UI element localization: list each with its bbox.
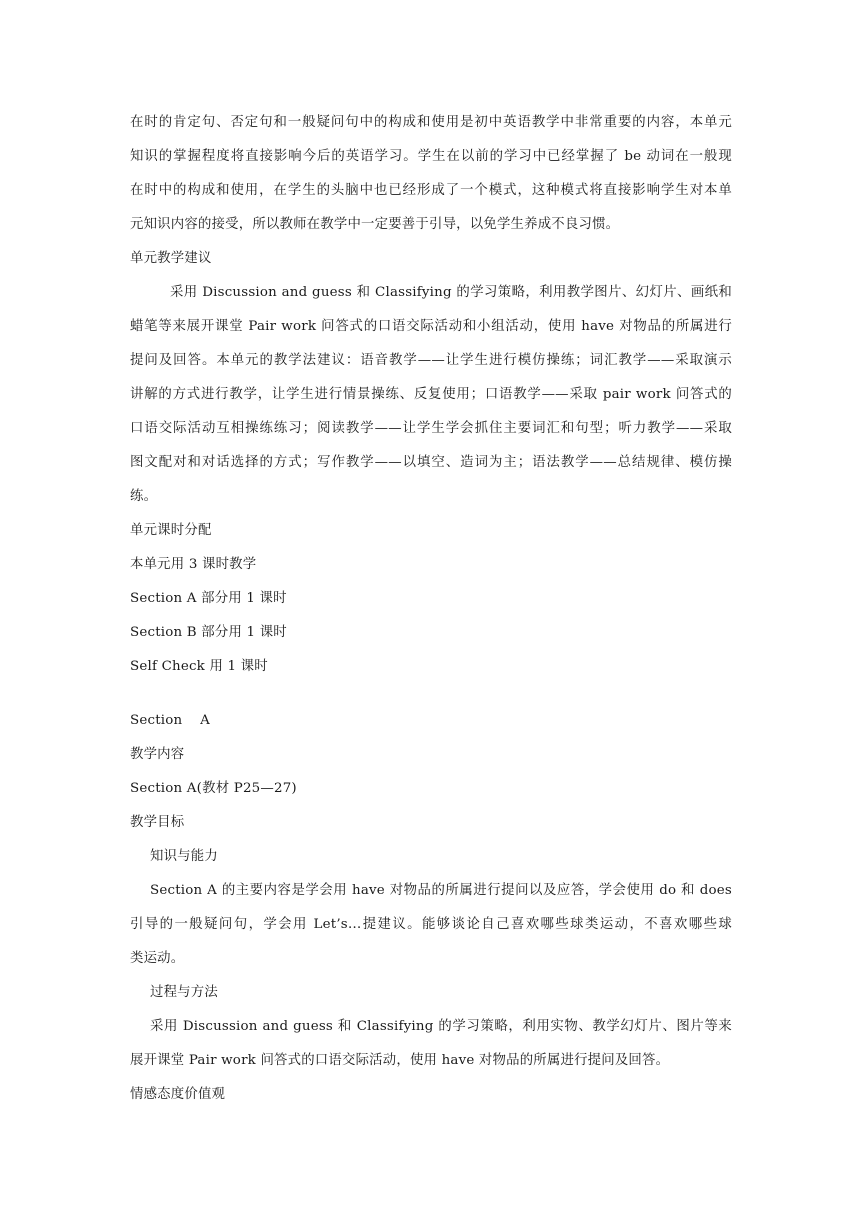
heading-process-method: 过程与方法	[150, 985, 218, 1000]
section-gap	[130, 684, 732, 704]
hours-line-1: 本单元用 3 课时教学	[130, 557, 257, 572]
heading-teaching-content: 教学内容	[130, 747, 185, 762]
heading-knowledge-ability: 知识与能力	[150, 849, 218, 864]
process-line-2: 展开课堂 Pair work 问答式的口语交际活动，使用 have 对物品的所属进行提问及回答。	[130, 1053, 670, 1068]
suggestion-line-3: 提问及回答。本单元的教学法建议：语音教学——让学生进行模仿操练；词汇教学——采取演示	[130, 353, 732, 368]
document-page	[130, 106, 732, 1112]
hours-line-4: Self Check 用 1 课时	[130, 659, 268, 674]
intro-line-4: 元知识内容的接受，所以教师在教学中一定要善于引导，以免学生养成不良习惯。	[130, 217, 620, 232]
suggestion-line-4: 讲解的方式进行教学，让学生进行情景操练、反复使用；口语教学——采取 pair work 问答式的	[130, 387, 732, 402]
content-text: Section A(教材 P25—27)	[130, 781, 297, 796]
section-title: Section A	[130, 713, 211, 728]
hours-line-2: Section A 部分用 1 课时	[130, 591, 287, 606]
suggestion-line-2: 蜡笔等来展开课堂 Pair work 问答式的口语交际活动和小组活动，使用 have 对物品的所属进行	[130, 319, 732, 334]
knowledge-line-2: 引导的一般疑问句，学会用 Let’s…提建议。能够谈论自己喜欢哪些球类运动，不喜欢哪些球	[130, 917, 732, 932]
heading-teaching-suggestions: 单元教学建议	[130, 251, 212, 266]
suggestion-line-1: 采用 Discussion and guess 和 Classifying 的学习策略，利用教学图片、幻灯片、画纸和	[170, 285, 732, 300]
suggestion-line-5: 口语交际活动互相操练练习；阅读教学——让学生学会抓住主要词汇和句型；听力教学——采取	[130, 421, 732, 436]
process-line-1: 采用 Discussion and guess 和 Classifying 的学习策略，利用实物、教学幻灯片、图片等来	[150, 1019, 732, 1034]
suggestion-line-7: 练。	[130, 489, 158, 504]
heading-teaching-goals: 教学目标	[130, 815, 185, 830]
hours-line-3: Section B 部分用 1 课时	[130, 625, 287, 640]
knowledge-line-3: 类运动。	[130, 951, 185, 966]
intro-line-1: 在时的肯定句、否定句和一般疑问句中的构成和使用是初中英语教学中非常重要的内容，本单元	[130, 115, 732, 130]
knowledge-line-1: Section A 的主要内容是学会用 have 对物品的所属进行提问以及应答，学会使用 do 和 does	[150, 883, 732, 898]
intro-line-2: 知识的掌握程度将直接影响今后的英语学习。学生在以前的学习中已经掌握了 be 动词在一般现	[130, 149, 732, 164]
heading-class-hours: 单元课时分配	[130, 523, 212, 538]
heading-attitude-values: 情感态度价值观	[130, 1087, 226, 1102]
intro-line-3: 在时中的构成和使用，在学生的头脑中也已经形成了一个模式，这种模式将直接影响学生对本单	[130, 183, 732, 198]
suggestion-line-6: 图文配对和对话选择的方式；写作教学——以填空、造词为主；语法教学——总结规律、模仿操	[130, 455, 732, 470]
